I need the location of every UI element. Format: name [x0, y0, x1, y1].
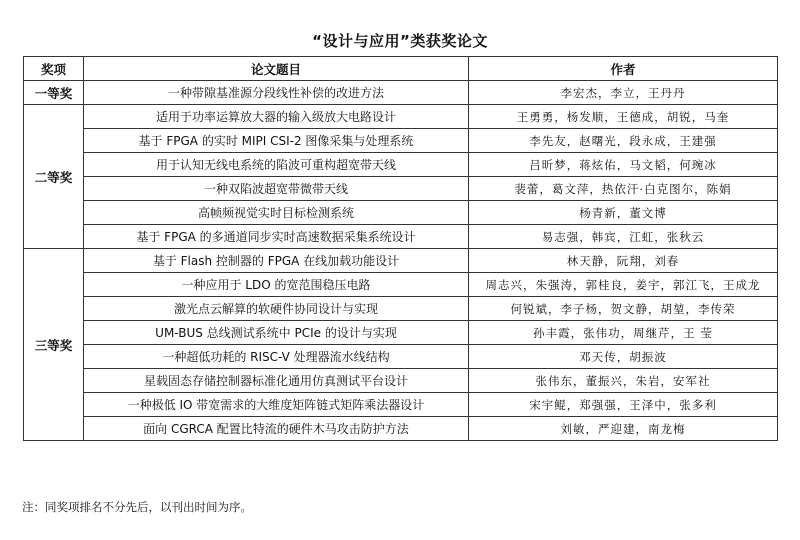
header-authors: 作者 [469, 57, 778, 81]
footnote: 注：同奖项排名不分先后，以刊出时间为序。 [22, 500, 252, 514]
paper-title-cell: 一种超低功耗的 RISC-V 处理器流水线结构 [84, 345, 469, 369]
award-cell: 二等奖 [24, 105, 84, 249]
authors-cell: 易志强，韩宾，江虹，张秋云 [469, 225, 778, 249]
paper-title-cell: 一种应用于 LDO 的宽范围稳压电路 [84, 273, 469, 297]
paper-title-cell: UM-BUS 总线测试系统中 PCIe 的设计与实现 [84, 321, 469, 345]
authors-cell: 杨青新，董文博 [469, 201, 778, 225]
authors-cell: 裴蕾，葛文萍，热依汗·白克图尔，陈娟 [469, 177, 778, 201]
table-row [24, 105, 778, 129]
paper-title-cell: 基于 Flash 控制器的 FPGA 在线加载功能设计 [84, 249, 469, 273]
paper-title-cell: 星载固态存储控制器标准化通用仿真测试平台设计 [84, 369, 469, 393]
authors-cell: 周志兴，朱强涛，郭桂良，姜宇，郭江飞，王成龙 [469, 273, 778, 297]
table-row [24, 273, 778, 297]
paper-title-cell: 激光点云解算的软硬件协同设计与实现 [84, 297, 469, 321]
paper-title-cell: 一种双陷波超宽带微带天线 [84, 177, 469, 201]
paper-title-cell: 基于 FPGA 的实时 MIPI CSI-2 图像采集与处理系统 [84, 129, 469, 153]
authors-cell: 孙丰霞，张伟功，周继芹，王 莹 [469, 321, 778, 345]
table-row [24, 369, 778, 393]
table-row [24, 393, 778, 417]
table-row [24, 249, 778, 273]
paper-title-cell: 面向 CGRCA 配置比特流的硬件木马攻击防护方法 [84, 417, 469, 441]
header-award: 奖项 [24, 57, 84, 81]
page-title: “设计与应用”类获奖论文 [312, 32, 488, 50]
table-row [24, 321, 778, 345]
header-paper: 论文题目 [84, 57, 469, 81]
awards-table [23, 56, 778, 441]
table-row [24, 81, 778, 105]
authors-cell: 吕昕梦，蒋炫佑，马文韬，何琬冰 [469, 153, 778, 177]
authors-cell: 李先友，赵曙光，段永成，王建强 [469, 129, 778, 153]
award-cell: 三等奖 [24, 249, 84, 441]
paper-title-cell: 基于 FPGA 的多通道同步实时高速数据采集系统设计 [84, 225, 469, 249]
table-row [24, 129, 778, 153]
authors-cell: 张伟东，董振兴，朱岩，安军社 [469, 369, 778, 393]
award-cell: 一等奖 [24, 81, 84, 105]
paper-title-cell: 用于认知无线电系统的陷波可重构超宽带天线 [84, 153, 469, 177]
table-row [24, 177, 778, 201]
authors-cell: 李宏杰，李立，王丹丹 [469, 81, 778, 105]
table-header-row [24, 57, 778, 81]
authors-cell: 林天静，阮翔，刘春 [469, 249, 778, 273]
table-row [24, 345, 778, 369]
paper-title-cell: 一种极低 IO 带宽需求的大维度矩阵链式矩阵乘法器设计 [84, 393, 469, 417]
authors-cell: 邓天传，胡振波 [469, 345, 778, 369]
paper-title-cell: 高帧频视觉实时目标检测系统 [84, 201, 469, 225]
authors-cell: 何锐斌，李子杨，贺文静，胡堃，李传荣 [469, 297, 778, 321]
table-row [24, 225, 778, 249]
table-row [24, 153, 778, 177]
table-row [24, 297, 778, 321]
authors-cell: 王勇勇，杨发顺，王德成，胡锐，马奎 [469, 105, 778, 129]
table-row [24, 417, 778, 441]
paper-title-cell: 适用于功率运算放大器的输入级放大电路设计 [84, 105, 469, 129]
paper-title-cell: 一种带隙基准源分段线性补偿的改进方法 [84, 81, 469, 105]
authors-cell: 宋宇鲲，郑强强，王泽中，张多利 [469, 393, 778, 417]
authors-cell: 刘敏，严迎建，南龙梅 [469, 417, 778, 441]
table-row [24, 201, 778, 225]
